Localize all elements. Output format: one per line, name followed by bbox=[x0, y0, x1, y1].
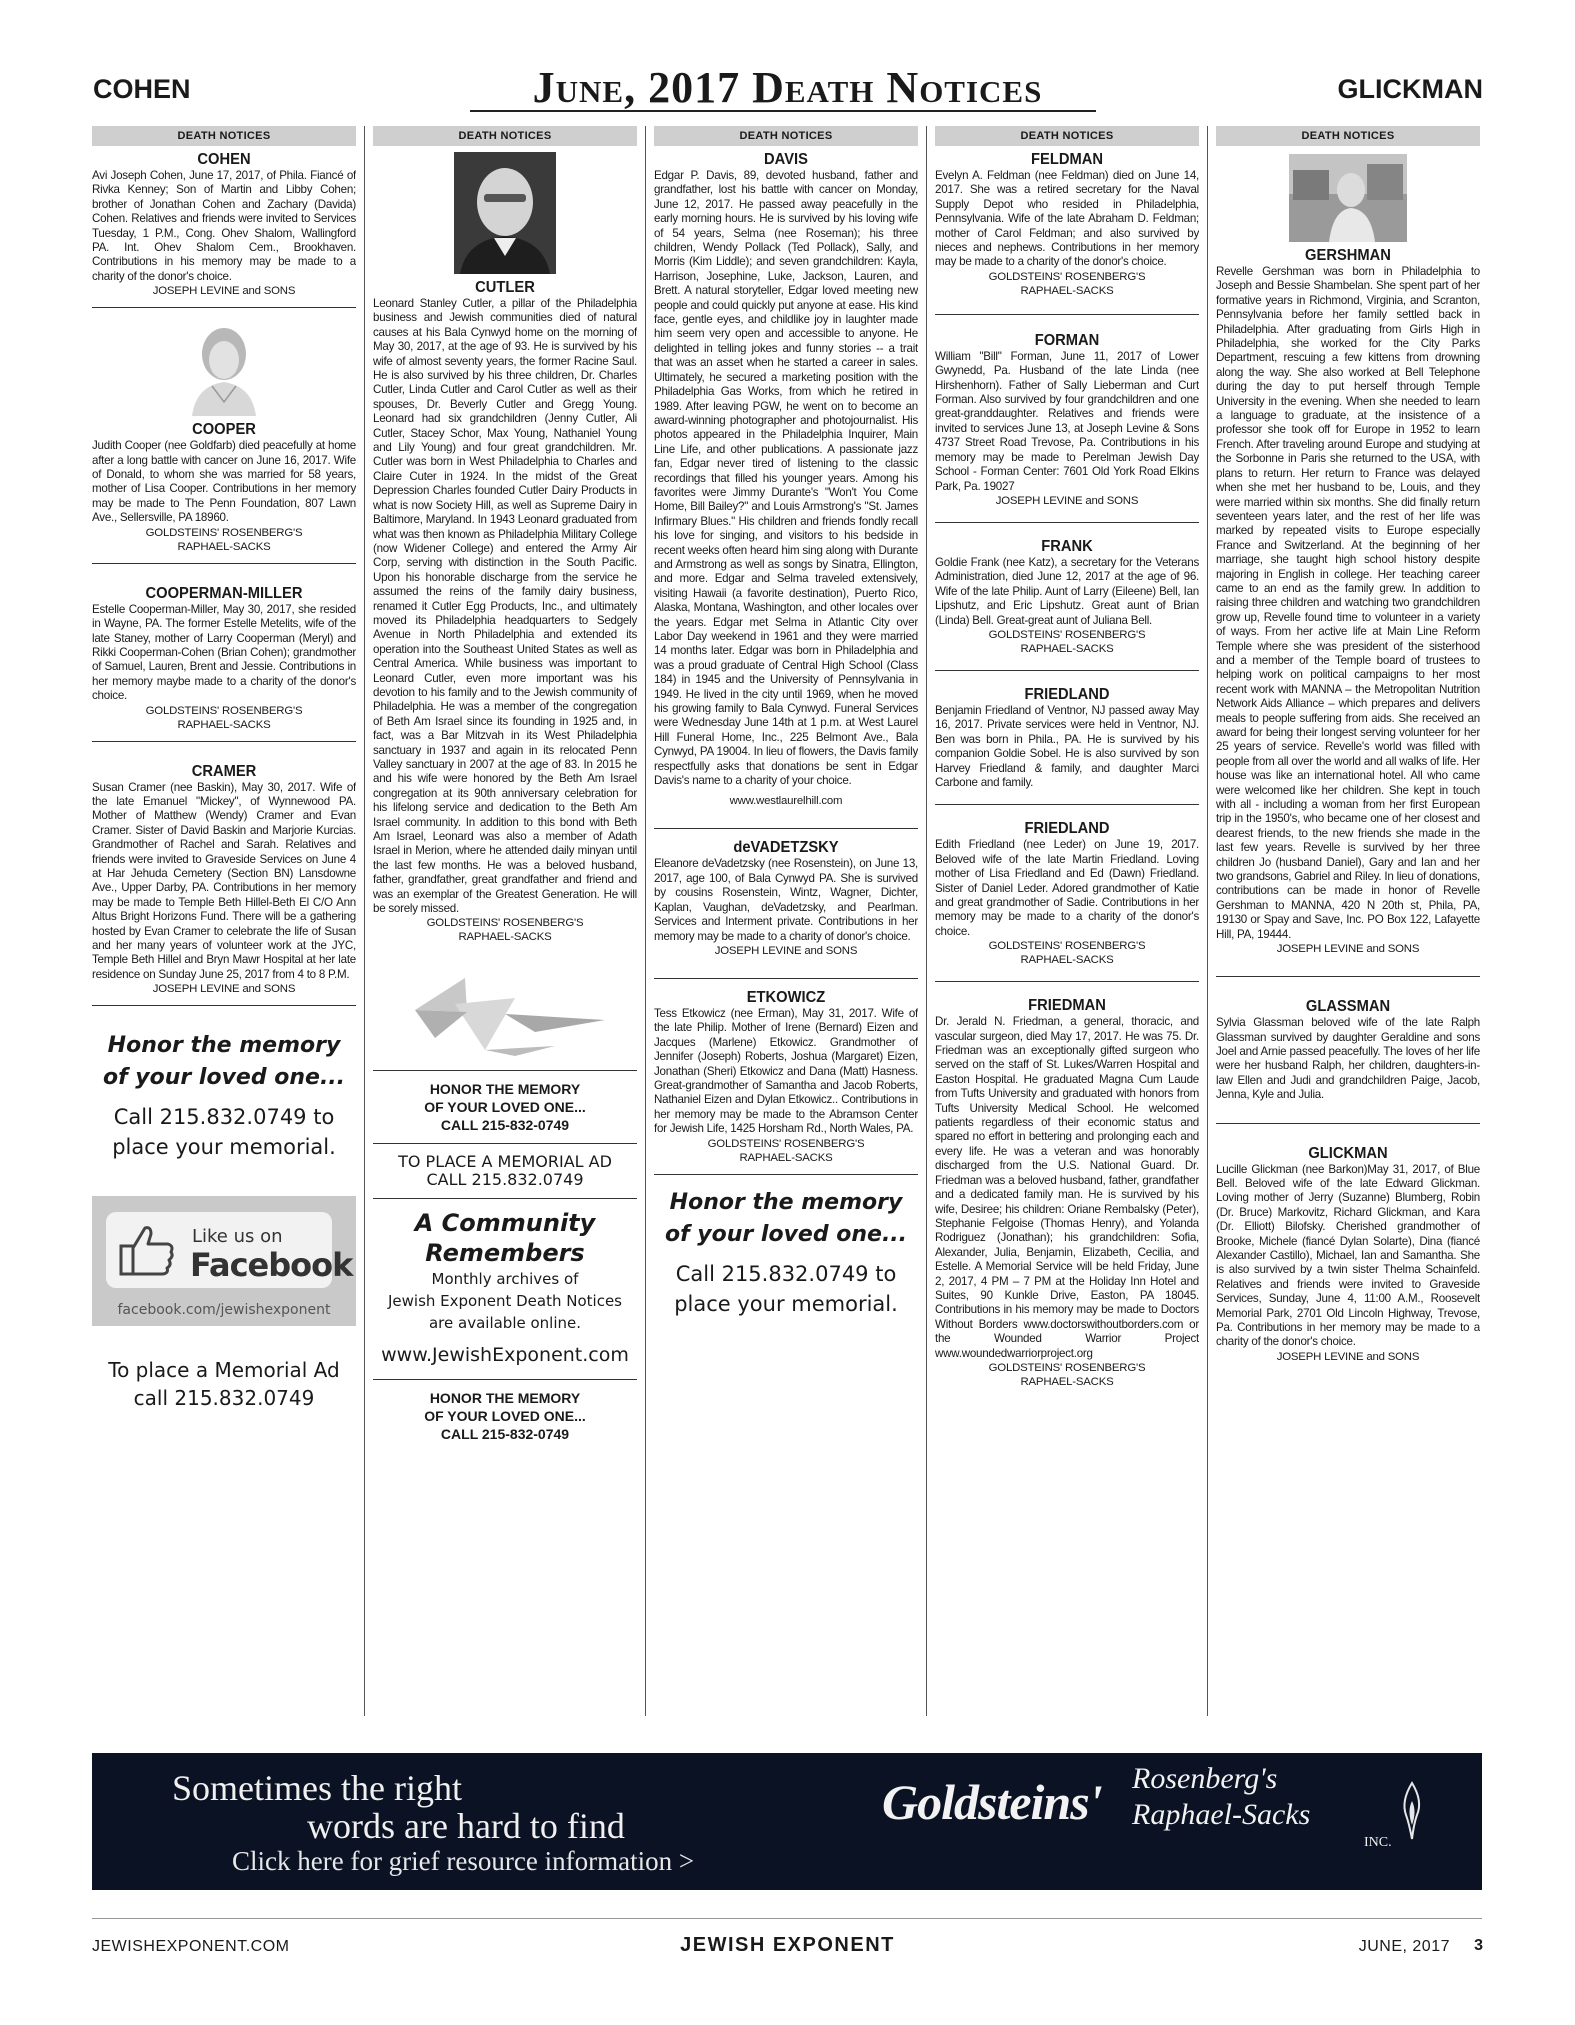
notice-text: Edith Friedland (nee Leder) on June 19, 2017. Beloved wife of the late Martin Friedland. Loving mother of Lisa Friedland and Ed (Dawn) Friedland. Sister of Daniel Leder. Adored grandmother of Katie and great grandmother of Sadie. Contributions in her memory may be made to a charity of the donor's choice. bbox=[935, 838, 1199, 938]
column-3 bbox=[654, 126, 918, 1716]
notice-name: FRIEDLAND bbox=[1024, 820, 1110, 838]
notice-cohen bbox=[92, 150, 356, 298]
website-link[interactable]: www.JewishExponent.com bbox=[381, 1344, 629, 1367]
notice-name: FORMAN bbox=[1034, 331, 1100, 349]
place-memorial-ad[interactable] bbox=[373, 1153, 637, 1189]
notice-text: Evelyn A. Feldman (nee Feldman) died on June 14, 2017. She was a retired secretary for the Naval Supply Depot who resided in Philadelphia, Pennsylvania. Wife of the late Abraham D. Feldman; mother of Carol Feldman; and also survived by nieces and nephews. Contributions in her memory may be made to a charity of the donor's choice. bbox=[935, 169, 1199, 269]
notice-text: William "Bill" Forman, June 11, 2017 of Lower Gwynedd, Pa. Husband of the late Linda (nee Hirshenhorn). Father of Sally Lieberman and Curt Forman. Also survived by four grandchildren and one great-granddaughter. Relatives and friends were invited to services June 13, at Joseph Levine & Sons 4737 Street Road Trevose, Pa. Contributions in his memory may be made to Perelman Jewish Day School - Forman Center: 7601 Old York Road Elkins Park, Pa. 19027 bbox=[935, 349, 1199, 493]
memorial-ad[interactable] bbox=[654, 1187, 918, 1319]
ad-line: HONOR THE MEMORY bbox=[429, 1081, 581, 1098]
notice-separator bbox=[654, 828, 918, 829]
ad-heading: Honor the memory bbox=[107, 1033, 341, 1059]
notice-cramer bbox=[92, 762, 356, 997]
notice-separator bbox=[92, 1005, 356, 1006]
notice-separator bbox=[373, 1379, 637, 1380]
column-2 bbox=[373, 126, 637, 1716]
footer-rule bbox=[92, 1918, 1482, 1919]
facebook-badge bbox=[106, 1212, 353, 1288]
section-header: DEATH NOTICES bbox=[935, 126, 1199, 146]
ad-phone: place your memorial. bbox=[112, 1135, 336, 1160]
notice-name: DAVIS bbox=[764, 151, 808, 168]
memorial-ad[interactable] bbox=[92, 1030, 356, 1162]
funeral-home: RAPHAEL-SACKS bbox=[739, 1151, 833, 1164]
column-5 bbox=[1216, 126, 1480, 1716]
notice-davis bbox=[654, 150, 918, 808]
column-divider bbox=[1207, 126, 1208, 1716]
ad-heading: of your loved one... bbox=[102, 1065, 346, 1091]
funeral-home: RAPHAEL-SACKS bbox=[458, 931, 552, 944]
ad-heading: of your loved one... bbox=[664, 1221, 908, 1247]
notice-text: Revelle Gershman was born in Philadelphia to Joseph and Bessie Shambelan. She spent part of her formative years in Richmond, Virginia, and Scranton, Pennsylvania before her family settled back in Philadelphia. After graduating from Girls High in Philadelphia, she worked for the City Parks Department, rescuing a few kittens from drowning along the way. She also worked at Bell Telephone during the day to put herself through Temple University in the evening. When she needed to learn a language to graduate, at the insistence of a professor she took off for Europe in 1952 to learn French. After traveling around Europe and studying at the Sorbonne in Paris she returned to the USA, with plans to return. Her return to France was delayed when she met her husband to be, Louis, and they were married within six months. She did finally return seventeen years later, and the rest of her life was marked by repeated visits to Europe especially France and Switzerland. At the beginning of her marriage, she taught high school history despite majoring in English in college. Her teaching career came to an end as the family grew. In addition to raising three children and watching two grandchildren grow up, Revelle found time to volunteer in a variety of ways. From her active life at Main Line Reform Temple where she was president of the sisterhood and a member of the Temple board of trustees to helping work on political campaigns to her most recent work with MANNA – the Metropolitan Nutrition Network Aids Alliance – which prepares and delivers meals to people suffering from aids. She received an award for being their longest serving volunteer for her 25 years of service. Revelle's world was filled with people from all over the world and all walks of life. Her house was like an international hotel. All who came were welcomed like her children. She kept in touch with all - including a woman from her first European trip in the 1950's, who became one of her closest and dearest friends, to the new friends she made in the last few years. Revelle is survived by her three children Jo (husband Daniel), Gary and Ian and her two grandsons, Gabriel and Riley. In lieu of donations, contributions can be made in honor of Revelle Gershman to MANNA, 420 N 20th st, Phila, PA, 19130 or Spay and Save, Inc. PO Box 122, Lafayette Hill, PA, 19444. bbox=[1216, 265, 1480, 941]
running-head-right: GLICKMAN bbox=[1337, 74, 1483, 104]
notice-separator bbox=[1216, 976, 1480, 977]
star-of-david-icon bbox=[395, 968, 615, 1060]
notice-separator bbox=[373, 1070, 637, 1071]
portrait-photo bbox=[454, 152, 556, 274]
page-number: 3 bbox=[1474, 1937, 1483, 1954]
ad-line: HONOR THE MEMORY bbox=[429, 1390, 581, 1407]
notice-frank bbox=[935, 537, 1199, 656]
notice-text: Lucille Glickman (nee Barkon)May 31, 2017, of Blue Bell. Beloved wife of the late Edward Glickman. Loving mother of Jerry (Suzanne) Blumberg, Robin (Dr. Bruce) Markovitz, Richard Glickman, and Kara (Dr. Elliott) Bilofsky. Cherished grandmother of Brooke, Michele (fiancé Dylan Solarte), Dina (fiancé Alexander Castillo), Michael, Ian and Samantha. She is also survived by a twin sister Thelma Schainfeld. Relatives and friends were invited to Graveside Services, Sunday, June 4, 11:00 A.M., Roosevelt Memorial Park, 2701 Old Lincoln Highway, Trevose, Pa. Contributions in her memory may be made to a charity of the donor's choice. bbox=[1216, 1162, 1480, 1349]
notice-separator bbox=[935, 522, 1199, 523]
ad-heading: Remembers bbox=[425, 1239, 585, 1268]
funeral-home: RAPHAEL-SACKS bbox=[1020, 642, 1114, 655]
notice-name: GLICKMAN bbox=[1308, 1144, 1388, 1162]
funeral-home: JOSEPH LEVINE and SONS bbox=[152, 983, 296, 996]
notice-name: FRIEDMAN bbox=[1028, 997, 1106, 1015]
notice-separator bbox=[92, 741, 356, 742]
notice-name: COOPER bbox=[192, 421, 256, 439]
notice-name: CUTLER bbox=[475, 279, 535, 296]
notice-separator bbox=[935, 981, 1199, 982]
ad-line: are available online. bbox=[428, 1314, 582, 1333]
notice-separator bbox=[935, 804, 1199, 805]
footer-website[interactable]: JEWISHEXPONENT.COM bbox=[92, 1938, 290, 1955]
notice-text: Edgar P. Davis, 89, devoted husband, father and grandfather, lost his battle with cancer on Monday, June 12, 2017. He passed away peacefully in the early morning hours. He is survived by his loving wife of 54 years, Selma (nee Roseman); his three children, Wendy Pollack (Ted Pollack), Sally, and Morris (Kim Liddle); and seven grandchildren: Kayla, Harrison, Josephine, Luke, Jackson, Lauren, and Brett. A natural storyteller, Edgar loved meeting new people and could quickly put anyone at ease. His kind face, gentle eyes, and childlike joy in laughter made him seem very open and accessible to anyone. He delighted in telling jokes and funny stories -- a trait that was an asset when he started a career in sales. Ultimately, he secured a marketing position with the Philadelphia Gas Works, from which he retired in 1989. After leaving PGW, he went on to become an award-winning photographer and photojournalist. His photos appeared in the Philadelphia Inquirer, Main Line Life, and other publications. A passionate jazz fan, Edgar never tired of listening to the classic recordings that filled his younger years. Among his favorites were Jimmy Durante's "Won't You Come Home, Bill Bailey?" and Louis Armstrong's "St. James Infirmary Blues." His children and friends fondly recall his love for singing, and visitors to his bedside in recent weeks often heard him sing along with Durante and Armstrong as well as songs by Sinatra, Ellington, and more. Edgar and Selma traveled extensively, visiting Hawaii (a favorite destination), Puerto Rico, Alaska, Montana, Washington, and other locales over the years. Edgar met Selma in Atlantic City over Labor Day weekend in 1961 and they were married 14 months later. Edgar was born in Philadelphia and was a proud graduate of Central High School (Class 184) in 1945 and the University of Pennsylvania in 1949. He lived in the city until 1969, when he moved his growing family to Bala Cynwyd. Funeral Services were Wednesday June 14th at 1 p.m. at West Laurel Hill Funeral Home, Inc., 225 Belmont Ave., Bala Cynwyd, PA 19004. In lieu of flowers, the Davis family respectfully asks that donations be sent in Edgar Davis's name to a charity of your choice. bbox=[654, 169, 918, 788]
funeral-home: JOSEPH LEVINE and SONS bbox=[714, 944, 858, 957]
funeral-home: RAPHAEL-SACKS bbox=[1020, 284, 1114, 297]
facebook-like-text: Like us on bbox=[192, 1226, 283, 1248]
banner-link[interactable]: Click here for grief resource information > bbox=[232, 1846, 695, 1876]
banner-headline: words are hard to find bbox=[307, 1806, 625, 1846]
community-remembers-ad[interactable] bbox=[373, 1208, 637, 1370]
notice-name: FELDMAN bbox=[1031, 151, 1103, 168]
title-underline bbox=[470, 110, 1096, 112]
notice-text: Estelle Cooperman-Miller, May 30, 2017, she resided in Wayne, PA. The former Estelle Metelits, wife of the late Staney, mother of Larry Cooperman (Meryl) and Rikki Cooperman-Cohen (Brian Cohen); grandmother of Samuel, Lauren, Brent and Jessie. Contributions in her memory maybe made to a charity of the donor's choice. bbox=[92, 602, 356, 703]
notice-text: Leonard Stanley Cutler, a pillar of the Philadelphia business and Jewish communities died of natural causes at his Bala Cynwyd home on the morning of May 30, 2017, at the age of 93. He is survived by his wife of almost seventy years, the former Racine Saul. He is also survived by his three children, Dr. Charles Cutler, Linda Cutler and Carol Cutler as well as their spouses, Dr. Beverly Cutler and Gregg Young. Leonard had six grandchildren (Jenny Cutler, Ali Cutler, Stacey Schor, Max Young, Nathaniel Young and Lily Young) and four great grandchildren. Mr. Cutler was born in West Philadelphia to Charles and Claire Cuter in 1924. In the midst of the Great Depression Charles founded Cutler Dairy Products in what is now Society Hill, as well as Supreme Dairy in Baltimore, Maryland. In 1943 Leonard graduated from what was then known as Philadelphia Military College (now Widener College) and entered the Army Air Corp, serving with distinction in the South Pacific. Upon his honorable discharge from the service he assumed the reins of the family dairy business, renamed it Cutler Egg Products, Inc., and ultimately moved its Philadelphia headquarters to Sedgely Avenue in North Philadelphia and extended its operation into the Southeast United States as well as Central America. While business was important to Leonard Cutler, even more important was his devotion to his family and to the Jewish community of Philadelphia. He was a member of the congregation of Beth Am Israel since its founding in 1925 and, in fact, was a Bar Mitzvah in its West Philadelphia sanctuary in 1937 and again in its relocated Penn Valley sanctuary in 2007 at the age of 83. In 2015 he and his wife were honored by the Beth Am Israel congregation at its 90th anniversary celebration for his lifelong service and dedication to the Beth Am Israel community. In addition to this bond with Beth Am Israel, Leonard was also a member of Adath Israel in Merion, where he attended daily minyan until the last few months. He was a beloved husband, father, grandfather, great grandfather and friend and was an exemplar of the Greatest Generation. He will be sorely missed. bbox=[373, 297, 637, 916]
notice-glickman bbox=[1216, 1144, 1480, 1364]
notice-friedman bbox=[935, 996, 1199, 1389]
portrait-photo bbox=[1289, 154, 1407, 242]
column-divider bbox=[926, 126, 927, 1716]
ad-line: call 215.832.0749 bbox=[133, 1386, 315, 1411]
ad-phone: Call 215.832.0749 to bbox=[675, 1261, 897, 1286]
notice-name: GLASSMAN bbox=[1305, 998, 1391, 1016]
funeral-home: JOSEPH LEVINE and SONS bbox=[152, 285, 296, 298]
memorial-ad-small[interactable] bbox=[373, 1389, 637, 1443]
notice-glassman bbox=[1216, 997, 1480, 1102]
thumbs-up-icon bbox=[118, 1222, 176, 1278]
ad-heading: A Community bbox=[414, 1209, 596, 1238]
notice-name: ETKOWICZ bbox=[746, 988, 826, 1006]
ad-line: CALL 215-832-0749 bbox=[440, 1426, 570, 1443]
notice-forman bbox=[935, 331, 1199, 508]
funeral-home: RAPHAEL-SACKS bbox=[1020, 954, 1114, 967]
running-head-left: COHEN bbox=[93, 74, 191, 104]
funeral-home: GOLDSTEINS' ROSENBERG'S bbox=[145, 704, 303, 717]
notice-cooper bbox=[92, 320, 356, 553]
grief-resource-banner[interactable] bbox=[92, 1753, 1482, 1890]
notice-text: Sylvia Glassman beloved wife of the late Ralph Glassman survived by daughter Geraldine and sons Joel and Arnie passed peacefully. The loves of her life were her husband Ralph, her children, daughters-in-law Ellen and Judi and grandchildren Paige, Jacob, Jenna, Kyle and Julia. bbox=[1216, 1016, 1480, 1102]
place-memorial-ad[interactable] bbox=[92, 1356, 356, 1412]
funeral-home: GOLDSTEINS' ROSENBERG'S bbox=[145, 526, 303, 539]
notice-text: Eleanore deVadetzsky (nee Rosenstein), on June 13, 2017, age 100, of Bala Cynwyd PA. She is survived by cousins Rosenstein, Wintz, Wagner, Dichter, Kaplan, Vaughan, deVadetzsky, and Pearlman. Services and Interment private. Contributions in her memory may be made to a charity of donor's choice. bbox=[654, 857, 918, 943]
section-header: DEATH NOTICES bbox=[373, 126, 637, 146]
facebook-wordmark: Facebook bbox=[190, 1246, 353, 1285]
notice-separator bbox=[654, 978, 918, 979]
notice-devadetzsky bbox=[654, 838, 918, 957]
memorial-ad-small[interactable] bbox=[373, 1080, 637, 1134]
section-header: DEATH NOTICES bbox=[1216, 126, 1480, 146]
notice-gershman bbox=[1216, 154, 1480, 956]
notice-name: COOPERMAN-MILLER bbox=[145, 584, 303, 602]
ad-line: Monthly archives of bbox=[431, 1270, 579, 1289]
notice-separator bbox=[1216, 1123, 1480, 1124]
logo-line: Raphael-Sacks bbox=[1132, 1798, 1311, 1831]
ad-phone: place your memorial. bbox=[674, 1291, 898, 1316]
logo-line: Rosenberg's bbox=[1132, 1762, 1278, 1795]
funeral-home: GOLDSTEINS' ROSENBERG'S bbox=[707, 1137, 865, 1150]
ad-line: OF YOUR LOVED ONE... bbox=[424, 1408, 586, 1425]
page-title: June, 2017 Death Notices bbox=[532, 63, 1043, 112]
funeral-home-logo: Goldsteins' bbox=[882, 1774, 1102, 1830]
column-divider bbox=[364, 126, 365, 1716]
publication-name: JEWISH EXPONENT bbox=[680, 1934, 895, 1956]
notice-separator bbox=[654, 1174, 918, 1175]
ad-line: TO PLACE A MEMORIAL AD bbox=[398, 1152, 612, 1172]
notice-separator bbox=[92, 307, 356, 308]
facebook-ad[interactable] bbox=[92, 1196, 356, 1326]
notice-etkowicz bbox=[654, 988, 918, 1165]
notice-separator bbox=[935, 670, 1199, 671]
funeral-home: JOSEPH LEVINE and SONS bbox=[1276, 943, 1420, 956]
funeral-home: RAPHAEL-SACKS bbox=[177, 540, 271, 553]
notice-name: deVADETZSKY bbox=[733, 839, 839, 857]
ad-phone: Call 215.832.0749 to bbox=[113, 1105, 335, 1130]
notice-separator bbox=[92, 563, 356, 564]
notice-separator bbox=[373, 1143, 637, 1144]
notice-separator bbox=[373, 1198, 637, 1199]
funeral-home: GOLDSTEINS' ROSENBERG'S bbox=[988, 1361, 1146, 1374]
column-1 bbox=[92, 126, 356, 1716]
notice-friedland-benjamin bbox=[935, 685, 1199, 790]
notice-name: GERSHMAN bbox=[1305, 247, 1391, 264]
portrait-photo bbox=[182, 320, 266, 416]
section-header: DEATH NOTICES bbox=[654, 126, 918, 146]
funeral-home: JOSEPH LEVINE and SONS bbox=[1276, 1350, 1420, 1363]
notice-text: Judith Cooper (nee Goldfarb) died peacefully at home after a long battle with cancer on June 16, 2017. Wife of Donald, to whom she was married for 58 years, mother of Lisa Cooper. Contributions in her memory may be made to The Penn Foundation, 807 Lawn Ave., Sellersville, PA 18960. bbox=[92, 439, 356, 525]
ad-line: CALL 215-832-0749 bbox=[440, 1117, 570, 1134]
funeral-home: GOLDSTEINS' ROSENBERG'S bbox=[988, 270, 1146, 283]
issue-date: JUNE, 2017 bbox=[1358, 1938, 1450, 1955]
funeral-home: GOLDSTEINS' ROSENBERG'S bbox=[988, 940, 1146, 953]
notice-text: Dr. Jerald N. Friedman, a general, thoracic, and vascular surgeon, died May 17, 2017. He was 75. Dr. Friedman was an exceptionally gifted surgeon who served on the staff of St. Lukes/Warren Hospital and Easton Hospital. He graduated Magna Cum Laude from Tufts University and graduated with honors from Tufts University Medical School. He welcomed patients regardless of their economic status and spared no effort in bettering and prolonging each and every life. He was a veteran and was honorably discharged from the U.S. National Guard. Dr. Friedman was a beloved husband, father, grandfather and a dedicated family man. He is survived by his wife, Desiree; his children: Oriane Rembalsky (Peter), Stephanie Felgoise (Thomas Henry), and Yolanda Rodriguez (Jonathan); his grandchildren: Sofia, Alexander, Julia, Benjamin, Elizabeth, Cecilia, and Estelle. A Memorial Service will be held Friday, June 2, 2017, 4 PM – 7 PM at the Holiday Inn Hotel and Suites, 90 Kunkle Drive, Easton, PA 18045. Contributions in his memory may be made to Doctors Without Borders www.doctorswithoutborders.com or the Wounded Warrior Project www.woundedwarriorproject.org bbox=[935, 1015, 1199, 1360]
ad-line: OF YOUR LOVED ONE... bbox=[424, 1099, 586, 1116]
logo-suffix: INC. bbox=[1364, 1835, 1392, 1850]
section-header: DEATH NOTICES bbox=[92, 126, 356, 146]
flame-icon bbox=[1397, 1781, 1427, 1841]
funeral-home: GOLDSTEINS' ROSENBERG'S bbox=[426, 917, 584, 930]
notice-text: Avi Joseph Cohen, June 17, 2017, of Phila. Fiancé of Rivka Kenney; Son of Martin and Libby Cohen; brother of Jonathan Cohen and Zachary (Davida) Cohen. Relatives and friends were invited to Services Tuesday, 1 P.M., Cong. Ohev Shalom, Wallingford PA. Int. Ohev Shalom Cem., Brookhaven. Contributions in his memory may be made to a charity of the donor's choice. bbox=[92, 169, 356, 283]
notice-text: Goldie Frank (nee Katz), a secretary for the Veterans Administration, died June 12, 2017 at the age of 96. Wife of the late Philip. Aunt of Larry (Eileene) Bell, Ian Lipshutz, and Eric Lipshutz. Great aunt of Brian (Linda) Bell. Great-great aunt of Juliana Bell. bbox=[935, 555, 1199, 627]
funeral-home: RAPHAEL-SACKS bbox=[177, 718, 271, 731]
notice-friedland-edith bbox=[935, 819, 1199, 967]
banner-headline: Sometimes the right bbox=[172, 1768, 462, 1808]
ad-line: To place a Memorial Ad bbox=[108, 1358, 340, 1383]
funeral-home: JOSEPH LEVINE and SONS bbox=[995, 494, 1139, 507]
column-4 bbox=[935, 126, 1199, 1716]
facebook-url[interactable]: facebook.com/jewishexponent bbox=[117, 1302, 331, 1319]
notice-cooperman-miller bbox=[92, 584, 356, 732]
ad-line: Jewish Exponent Death Notices bbox=[388, 1292, 622, 1311]
notice-name: CRAMER bbox=[191, 762, 257, 780]
notice-text: Benjamin Friedland of Ventnor, NJ passed away May 16, 2017. Private services were held in Ventnor, NJ. Ben was born in Phila., PA. He is survived by his companion Goldie Sobel. He is also survived by son Harvey Friedland & family, and daughter Marci Carbone and family. bbox=[935, 703, 1199, 789]
notice-name: FRANK bbox=[1041, 537, 1093, 555]
notice-feldman bbox=[935, 150, 1199, 298]
notice-name: FRIEDLAND bbox=[1024, 685, 1110, 703]
notice-name: COHEN bbox=[197, 151, 251, 168]
ad-line: CALL 215.832.0749 bbox=[426, 1170, 584, 1190]
notice-cutler bbox=[373, 152, 637, 944]
notice-text: Tess Etkowicz (nee Erman), May 31, 2017. Wife of the late Philip. Mother of Irene (Bernard) Eizen and Jacques (Marlene) Etkowicz. Grandmother of Jennifer (Joseph) Roberts, Joshua (Margaret) Eizen, Jonathan (Sheri) Etkowicz and Dana (Matt) Hasness. Great-grandmother of Samantha and Jacob Roberts, Nathaniel Eizen and Dylan Etkowicz.. Contributions in her memory may be made to the Abramson Center for Jewish Life, 1425 Horsham Rd., North Wales, PA. bbox=[654, 1006, 918, 1136]
ad-heading: Honor the memory bbox=[669, 1189, 903, 1215]
funeral-home: RAPHAEL-SACKS bbox=[1020, 1375, 1114, 1388]
website-link[interactable]: www.westlaurelhill.com bbox=[729, 795, 843, 808]
notice-separator bbox=[935, 314, 1199, 315]
funeral-home: GOLDSTEINS' ROSENBERG'S bbox=[988, 628, 1146, 641]
funeral-home-logo bbox=[1132, 1761, 1310, 1833]
notice-text: Susan Cramer (nee Baskin), May 30, 2017. Wife of the late Emanuel "Mickey", of Wynnewood PA. Mother of Matthew (Wendy) Cramer and Evan Cramer. Sister of David Baskin and Marjorie Kurcias. Grandmother of Rachel and Sarah. Relatives and friends were invited to Graveside Services on June 4 at Har Jehuda Cemetery (Section BN) Lansdowne Ave., Upper Darby, PA. Contributions in her memory may be made to Temple Beth Hillel-Beth El C/O Ann Altus Bright Horizons Fund. There will be a gathering hosted by Evan Cramer to celebrate the life of Susan and her many years of volunteer work at the JYC, Temple Beth Hillel and Bryn Mawr Hospital at her late residence on Sunday June 25, 2017 from 4 to 8 P.M. bbox=[92, 780, 356, 981]
column-divider bbox=[645, 126, 646, 1716]
